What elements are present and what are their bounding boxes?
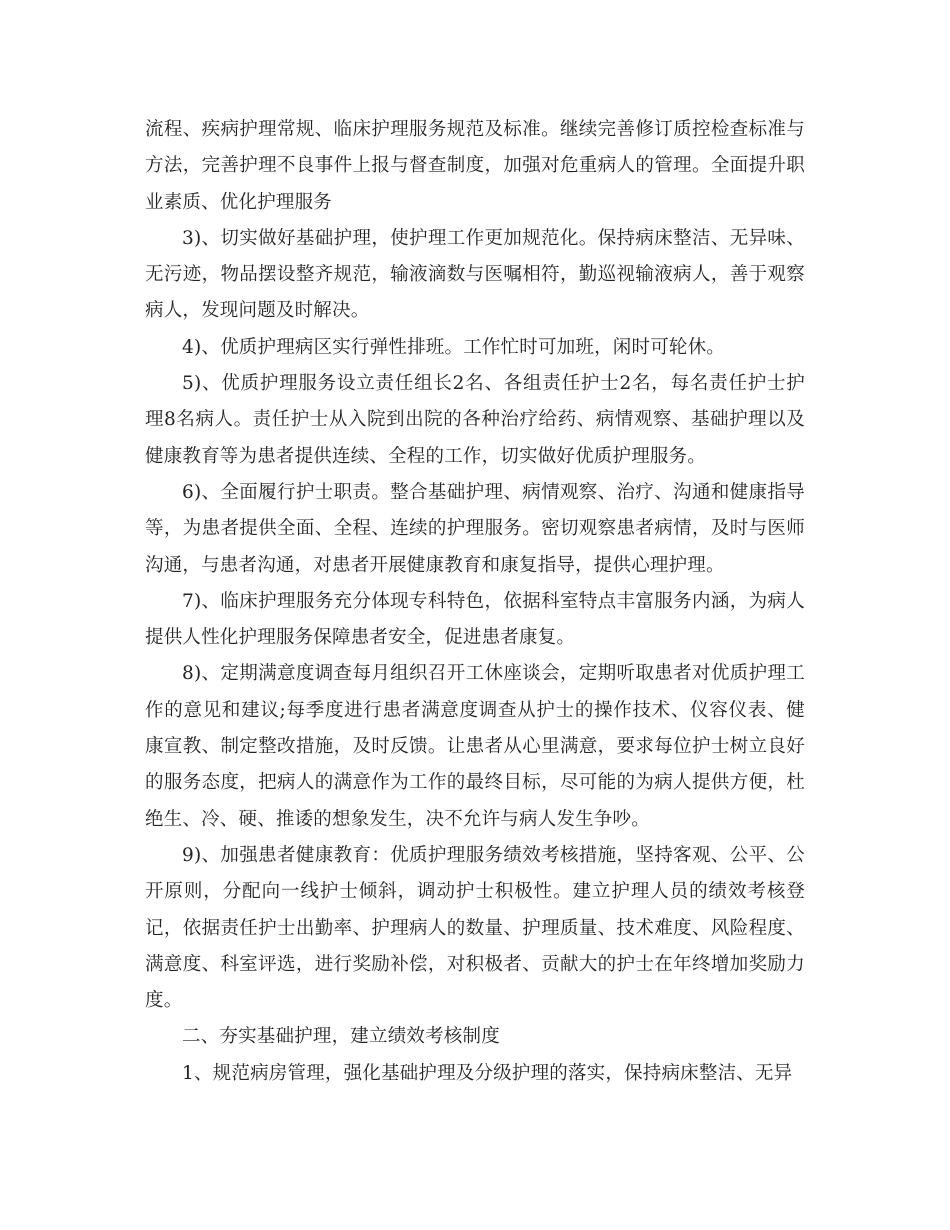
paragraph-7: 8)、定期满意度调查每月组织召开工休座谈会，定期听取患者对优质护理工作的意见和建议;每季度进行患者满意度调查从护士的操作技术、仪容仪表、健康宣教、制定整改措施，及时反馈。让患者从心里满意，要求每位护士树立良好的服务态度，把病人的满意作为工作的最终目标，尽可能的为病人提供方便，杜绝生、冷、硬、推诿的想象发生，决不允许与病人发生争吵。 <box>145 663 805 830</box>
paragraph-9: 1、规范病房管理，强化基础护理及分级护理的落实，保持病床整洁、无异 <box>182 1062 793 1084</box>
paragraph-4: 5)、优质护理服务设立责任组长2名、各组责任护士2名，每名责任护士护理8名病人。责任护士从入院到出院的各种治疗给药、病情观察、基础护理以及健康教育等为患者提供连续、全程的工作，切实做好优质护理服务。 <box>145 373 805 467</box>
paragraph-1: 流程、疾病护理常规、临床护理服务规范及标准。继续完善修订质控检查标准与方法，完善护理不良事件上报与督查制度，加强对危重病人的管理。全面提升职业素质、优化护理服务 <box>145 119 805 213</box>
paragraph-5: 6)、全面履行护士职责。整合基础护理、病情观察、治疗、沟通和健康指导等，为患者提供全面、全程、连续的护理服务。密切观察患者病情，及时与医师沟通，与患者沟通，对患者开展健康教育和康复指导，提供心理护理。 <box>145 481 805 576</box>
document-body <box>145 112 805 1092</box>
paragraph-6: 7)、临床护理服务充分体现专科特色，依据科室特点丰富服务内涵，为病人提供人性化护理服务保障患者安全，促进患者康复。 <box>145 590 805 649</box>
section-heading: 二、夯实基础护理，建立绩效考核制度 <box>182 1026 500 1048</box>
paragraph-2: 3)、切实做好基础护理，使护理工作更加规范化。保持病床整洁、无异味、无污迹，物品摆设整齐规范，输液滴数与医嘱相符，勤巡视输液病人，善于观察病人，发现问题及时解决。 <box>145 227 805 322</box>
paragraph-8: 9)、加强患者健康教育：优质护理服务绩效考核措施，坚持客观、公平、公开原则，分配向一线护士倾斜，调动护士积极性。建立护理人员的绩效考核登记，依据责任护士出勤率、护理病人的数量、护理质量、技术难度、风险程度、满意度、科室评选，进行奖励补偿，对积极者、贡献大的护士在年终增加奖励力度。 <box>145 844 805 1012</box>
paragraph-3: 4)、优质护理病区实行弹性排班。工作忙时可加班，闲时可轮休。 <box>182 336 725 358</box>
